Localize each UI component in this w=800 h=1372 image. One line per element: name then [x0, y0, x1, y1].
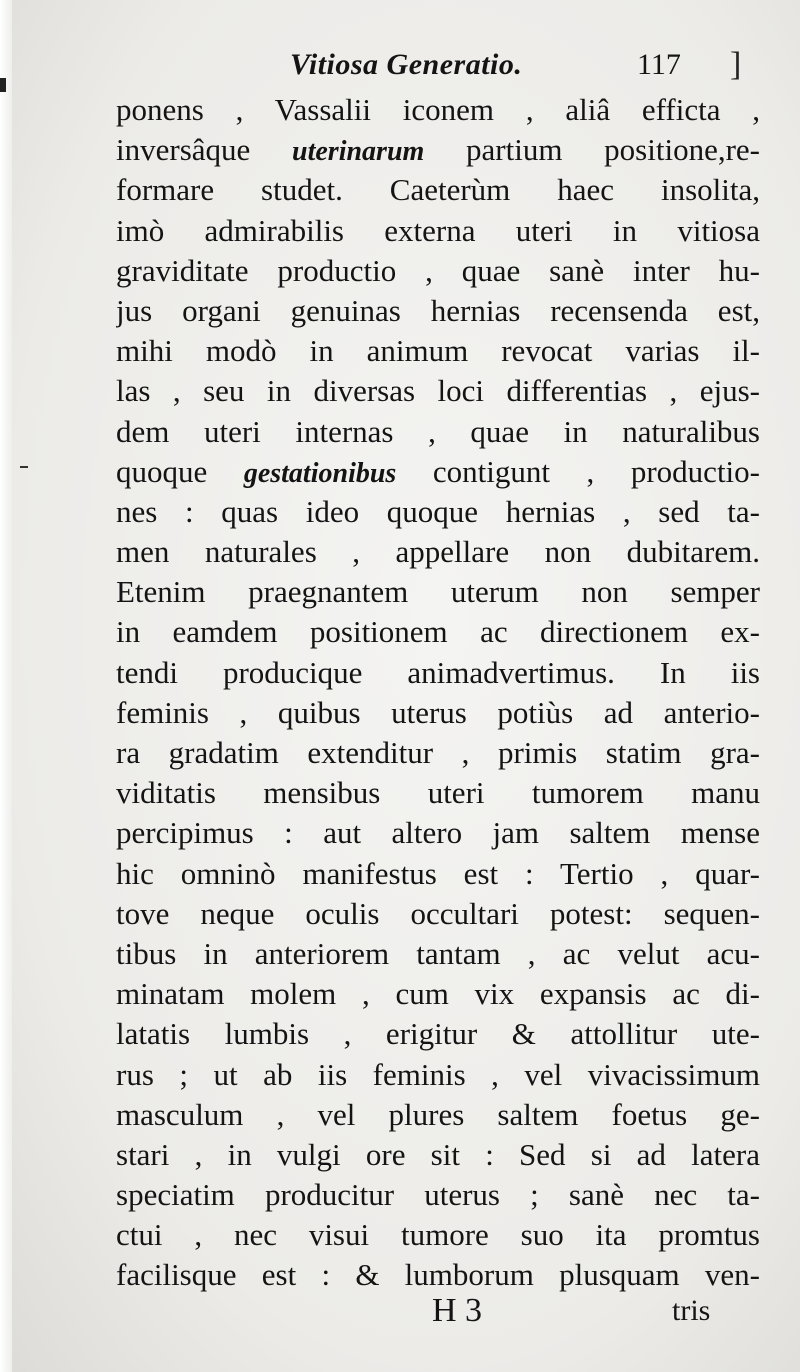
text-line: Etenim praegnantem uterum non semper	[116, 574, 760, 610]
running-title: Vitiosa Generatio.	[290, 48, 523, 81]
text-line: dem uteri internas , quae in naturalibus	[116, 413, 760, 449]
text-line: jus organi genuinas hernias recensenda est,	[116, 292, 760, 328]
text-line: nes : quas ideo quoque hernias , sed ta-	[116, 493, 760, 529]
page-number: 117	[637, 48, 681, 81]
body-text	[116, 90, 760, 1296]
catchword: tris	[672, 1294, 711, 1327]
italic-word: uterinarum	[292, 136, 425, 168]
text-line: imò admirabilis externa uteri in vitiosa	[116, 212, 760, 248]
text-line: inversâque uterinarum partium positione,re-	[116, 132, 760, 168]
text-line: hic omninò manifestus est : Tertio , quar-	[116, 855, 760, 891]
text-line: latatis lumbis , erigitur & attollitur ute-	[116, 1016, 760, 1052]
signature-mark: H 3	[432, 1292, 483, 1329]
text-line: in eamdem positionem ac directionem ex-	[116, 614, 760, 650]
text-line: las , seu in diversas loci differentias , ejus-	[116, 373, 760, 409]
text-line: percipimus : aut altero jam saltem mense	[116, 815, 760, 851]
text-line: tove neque oculis occultari potest: sequen-	[116, 895, 760, 931]
text-line: men naturales , appellare non dubitarem.	[116, 534, 760, 570]
text-line: facilisque est : & lumborum plusquam ven-	[116, 1257, 760, 1293]
page-edge	[0, 0, 12, 1372]
text-line: viditatis mensibus uteri tumorem manu	[116, 775, 760, 811]
margin-mark	[0, 78, 6, 92]
text-line: quoque gestationibus contigunt , productio-	[116, 453, 760, 489]
text-line: ponens , Vassalii iconem , aliâ efficta ,	[116, 92, 760, 127]
margin-dash	[20, 466, 28, 468]
text-line: feminis , quibus uterus potiùs ad anterio-	[116, 694, 760, 730]
text-line: ctui , nec visui tumore suo ita promtus	[116, 1217, 760, 1253]
text-line: tendi producique animadvertimus. In iis	[116, 654, 760, 690]
text-line: graviditate productio , quae sanè inter hu-	[116, 252, 760, 288]
text-line: stari , in vulgi ore sit : Sed si ad latera	[116, 1136, 760, 1172]
text-line: formare studet. Caeterùm haec insolita,	[116, 172, 760, 208]
page-footer	[0, 1292, 800, 1332]
text-line: tibus in anteriorem tantam , ac velut acu-	[116, 935, 760, 971]
text-line: speciatim producitur uterus ; sanè nec ta-	[116, 1177, 760, 1213]
italic-word: gestationibus	[243, 457, 397, 489]
text-line: ra gradatim extenditur , primis statim gra-	[116, 735, 760, 770]
text-line: rus ; ut ab iis feminis , vel vivacissimum	[116, 1056, 760, 1092]
text-line: minatam molem , cum vix expansis ac di-	[116, 976, 760, 1012]
bracket-mark: ]	[730, 46, 742, 83]
running-head	[290, 48, 750, 88]
text-line: masculum , vel plures saltem foetus ge-	[116, 1096, 760, 1132]
text-line: mihi modò in animum revocat varias il-	[116, 333, 760, 369]
